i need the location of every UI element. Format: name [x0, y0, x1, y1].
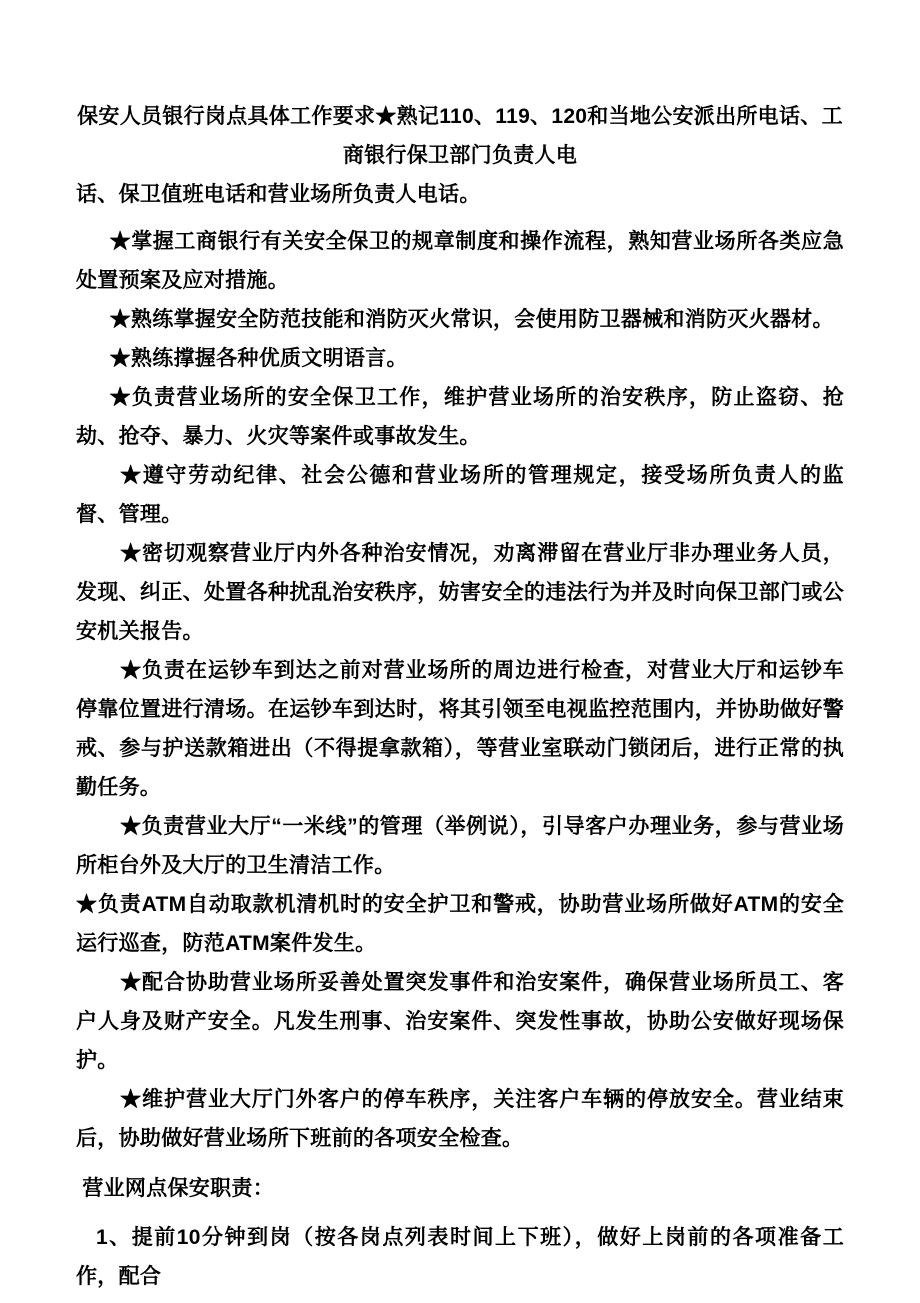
- paragraph-discipline: ★遵守劳动纪律、社会公德和营业场所的管理规定，接受场所负责人的监督、管理。: [76, 464, 844, 526]
- paragraph-parking: ★维护营业大厅门外客户的停车秩序，关注客户车辆的停放安全。营业结束后，协助做好营业场所下班前的各项安全检查。: [76, 1088, 844, 1150]
- paragraph-item-1: 1、提前10分钟到岗（按各岗点列表时间上下班），做好上岗前的各项准备工作，配合: [76, 1226, 844, 1288]
- paragraph-emergency: ★配合协助营业场所妥善处置突发事件和治安案件，确保营业场所员工、客户人身及财产安全。凡发生刑事、治安案件、突发性事故，协助公安做好现场保护。: [76, 971, 844, 1072]
- paragraph-cash-truck: ★负责在运钞车到达之前对营业场所的周边进行检查，对营业大厅和运钞车停靠位置进行清场。在运钞车到达时，将其引领至电视监控范围内，并协助做好警戒、参与护送款箱进出（不得提拿款箱），等营业室联动门锁闭后，进行正常的执勤任务。: [76, 659, 844, 799]
- paragraph-title: 保安人员银行岗点具体工作要求★熟记110、119、120和当地公安派出所电话、工商银行保卫部门负责人电: [77, 105, 843, 167]
- paragraph-one-meter-line: ★负责营业大厅“一米线”的管理（举例说），引导客户办理业务，参与营业场所柜台外及大厅的卫生清洁工作。: [76, 815, 844, 877]
- paragraph-phone-lines: 话、保卫值班电话和营业场所负责人电话。: [76, 183, 481, 206]
- paragraph-security-duty: ★负责营业场所的安全保卫工作，维护营业场所的治安秩序，防止盗窃、抢劫、抢夺、暴力、火灾等案件或事故发生。: [76, 386, 844, 448]
- paragraph-regulations: ★掌握工商银行有关安全保卫的规章制度和操作流程，熟知营业场所各类应急处置预案及应对措施。: [76, 230, 844, 292]
- heading-outlet-duties: 营业网点保安职责：: [82, 1177, 274, 1200]
- paragraph-observe-lobby: ★密切观察营业厅内外各种治安情况，劝离滞留在营业厅非办理业务人员，发现、纠正、处置各种扰乱治安秩序，妨害安全的违法行为并及时向保卫部门或公安机关报告。: [76, 542, 844, 643]
- paragraph-fire-skills: ★熟练掌握安全防范技能和消防灭火常识，会使用防卫器械和消防灭火器材。: [109, 308, 834, 331]
- paragraph-atm-guard: ★负责ATM自动取款机清机时的安全护卫和警戒，协助营业场所做好ATM的安全运行巡查，防范ATM案件发生。: [76, 893, 844, 955]
- paragraph-polite-language: ★熟练撑握各种优质文明语言。: [109, 347, 408, 370]
